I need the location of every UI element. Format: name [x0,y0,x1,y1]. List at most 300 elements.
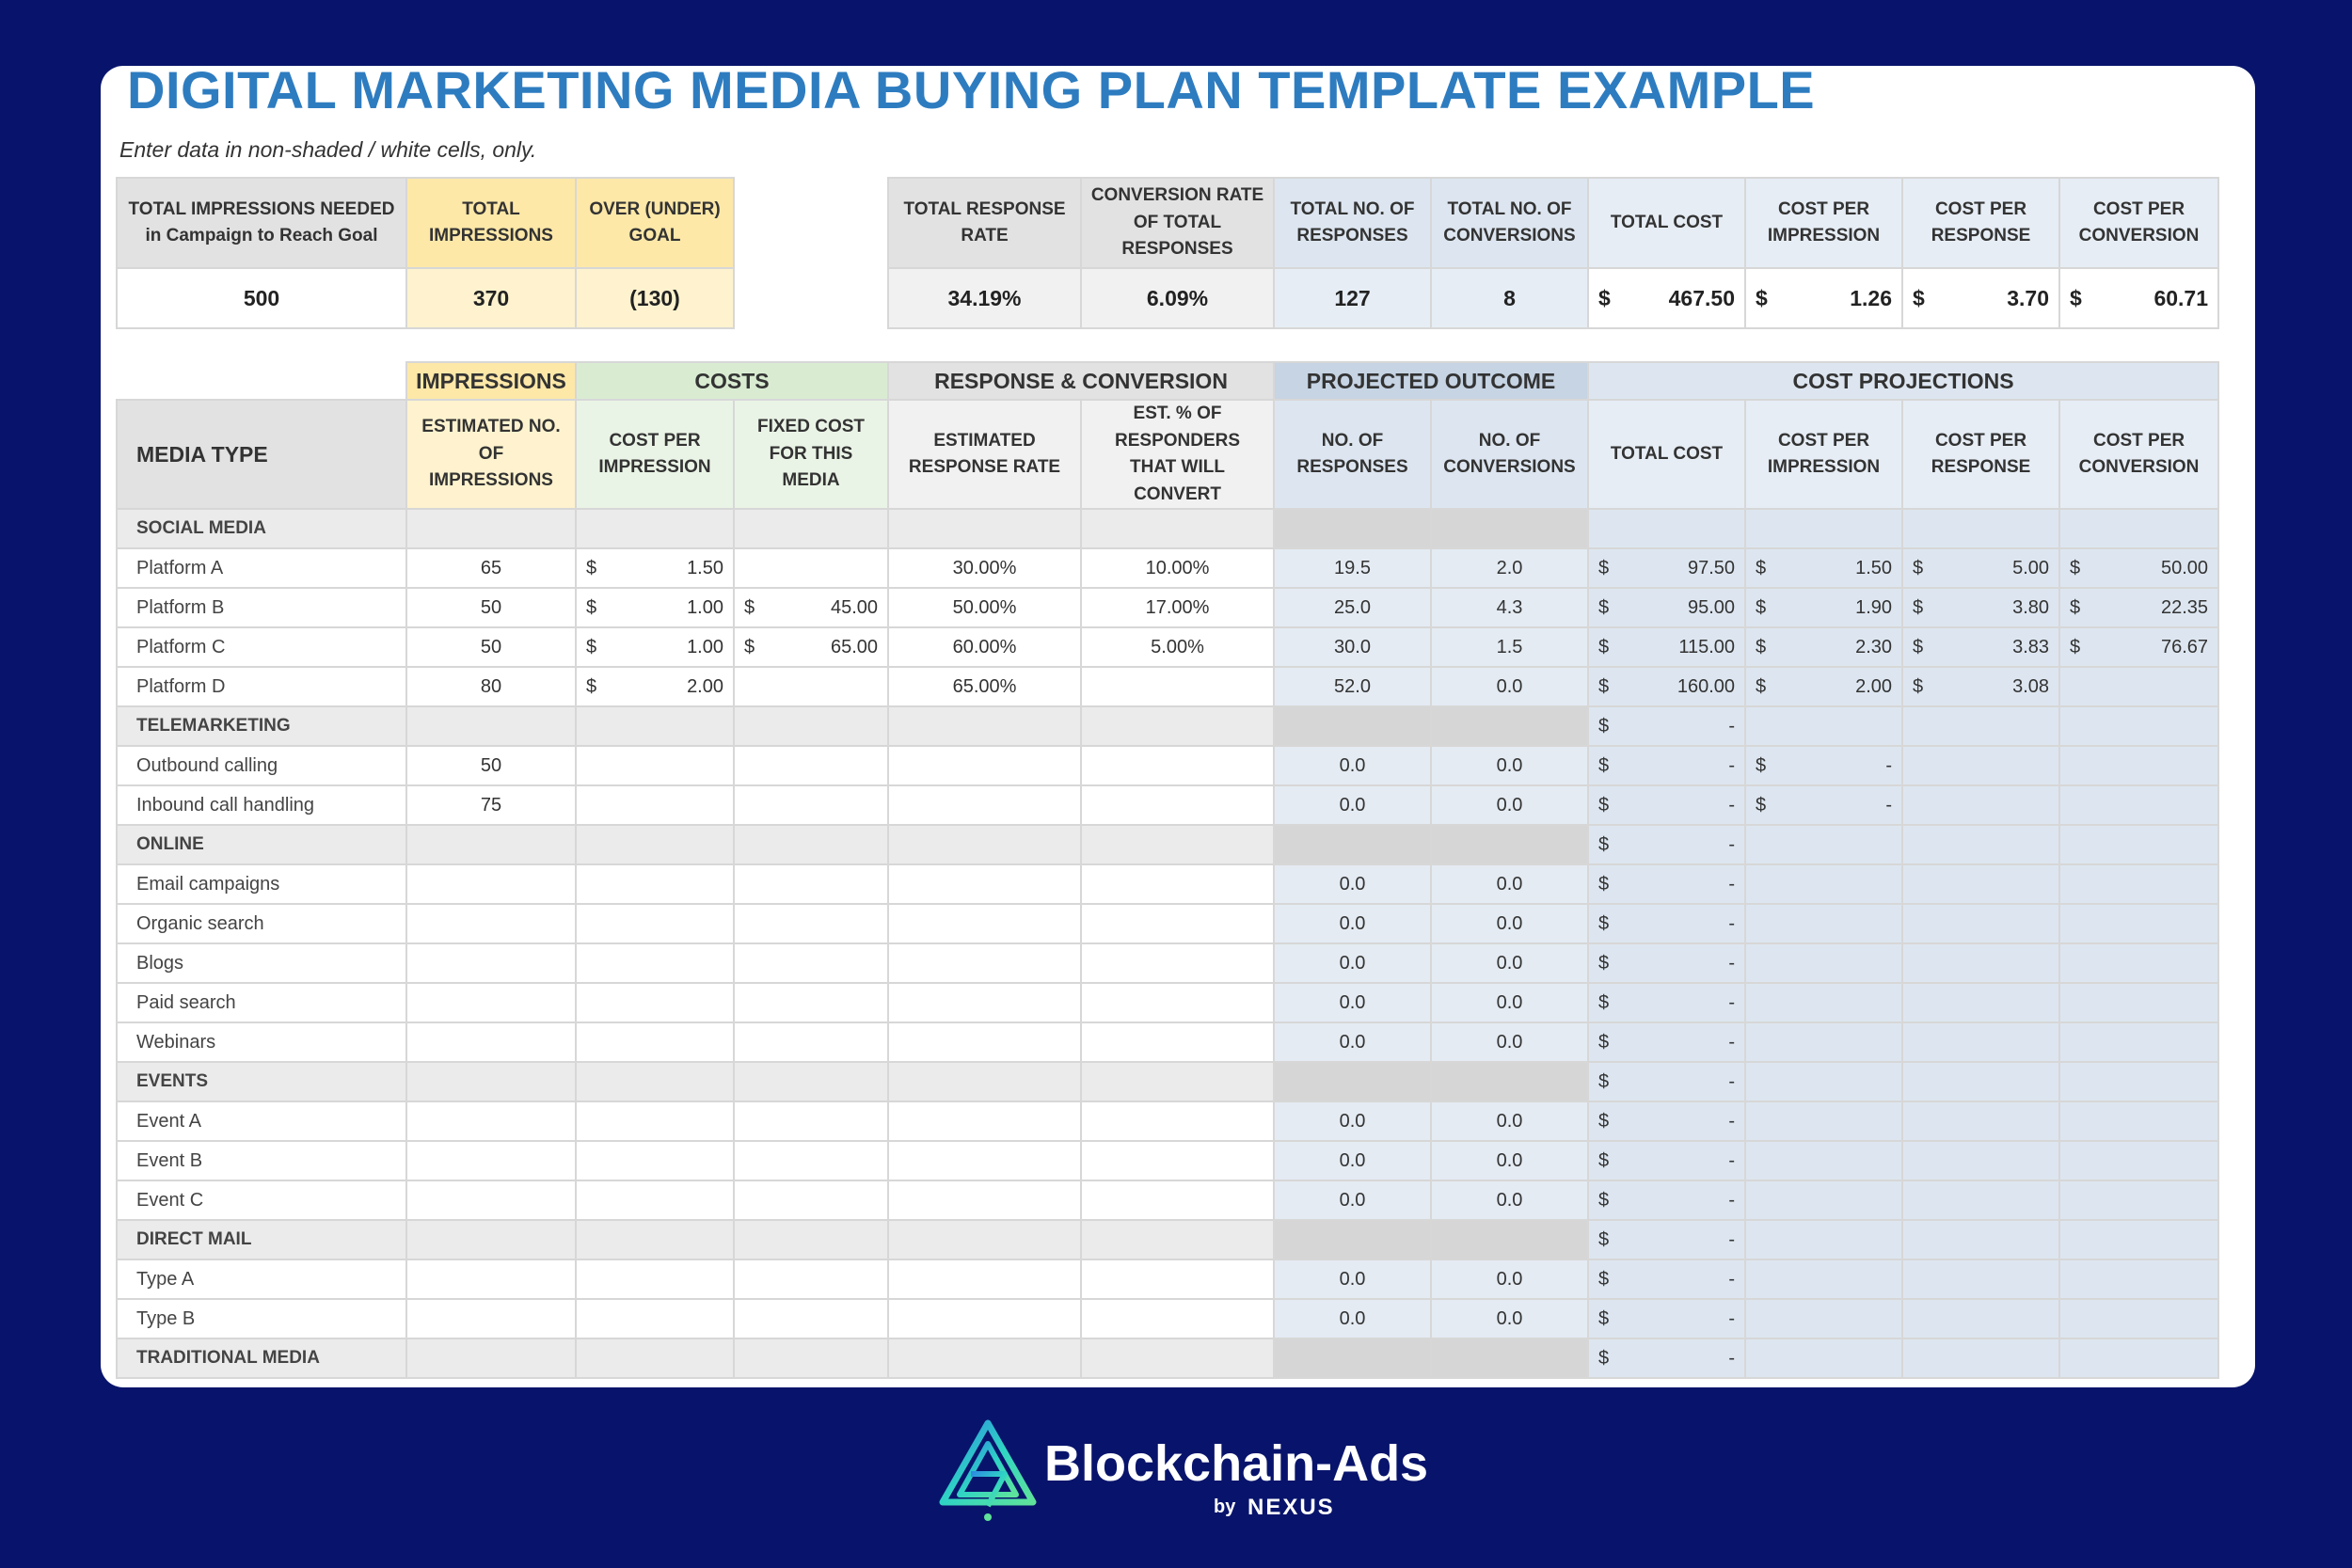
est-pct-convert-cell[interactable]: 10.00% [1081,548,1274,588]
money-cell [1746,637,1901,658]
amount: - [1728,1149,1736,1171]
money-cell [1589,1190,1744,1212]
media-label[interactable]: Webinars [117,1022,406,1062]
col-est-response-rate: ESTIMATED RESPONSE RATE [888,400,1081,509]
amount: - [1728,1228,1736,1250]
est-impressions-cell[interactable]: 50 [406,627,576,667]
logo-brand-name: Blockchain-Ads [1044,1435,1429,1492]
media-label[interactable]: Type B [117,1299,406,1338]
media-label[interactable]: Platform B [117,588,406,627]
amount: - [1728,1268,1736,1290]
amount: 2.00 [687,675,723,697]
currency-symbol: $ [1756,794,1767,816]
cost-per-impression-cell[interactable] [576,1180,734,1220]
no-conversions-cell: 0.0 [1431,667,1588,706]
currency-symbol: $ [1598,285,1611,310]
est-pct-convert-cell[interactable] [1081,746,1274,785]
est-pct-convert-cell[interactable] [1081,1299,1274,1338]
money-cell [1589,637,1744,658]
est-response-rate-cell[interactable] [888,943,1081,983]
currency-symbol: $ [744,636,755,657]
cost-per-impression-cell[interactable] [576,785,734,825]
fixed-cost-cell[interactable] [734,1022,888,1062]
currency-symbol: $ [1598,1031,1610,1053]
cp-response-cell [1902,785,2059,825]
est-impressions-cell[interactable] [406,1180,576,1220]
section-label: TRADITIONAL MEDIA [117,1338,406,1378]
money-cell [1589,1308,1744,1330]
fixed-cost-cell[interactable] [734,1141,888,1180]
total-cost-cell [1588,1299,1745,1338]
cp-response-cell [1902,1180,2059,1220]
est-pct-convert-cell[interactable] [1081,1022,1274,1062]
amount: - [1728,833,1736,855]
est-response-rate-cell[interactable] [888,1299,1081,1338]
no-conversions-cell: 0.0 [1431,1180,1588,1220]
instruction-text: Enter data in non-shaded / white cells, only. [119,137,537,162]
summary-header-conversion-rate: CONVERSION RATE OF TOTAL RESPONSES [1081,178,1274,268]
est-response-rate-cell[interactable] [888,1022,1081,1062]
section-row [117,1062,2218,1101]
section-label: EVENTS [117,1062,406,1101]
col-cost-per-impression: COST PER IMPRESSION [576,400,734,509]
currency-symbol: $ [1756,636,1767,657]
media-label[interactable]: Blogs [117,943,406,983]
cp-conversion-cell [2059,785,2218,825]
est-response-rate-cell[interactable] [888,983,1081,1022]
amount: - [1728,991,1736,1013]
section-cell [1745,1220,1902,1259]
currency-symbol: $ [1756,557,1767,578]
currency-symbol: $ [1598,754,1610,776]
table-row [117,1141,2218,1180]
money-cell [1589,992,1744,1014]
fixed-cost-cell[interactable] [734,983,888,1022]
cp-impression-cell [1745,983,1902,1022]
section-cell [888,509,1081,548]
section-cell [1274,825,1431,864]
est-pct-convert-cell[interactable] [1081,1101,1274,1141]
media-label[interactable]: Organic search [117,904,406,943]
est-response-rate-cell[interactable]: 65.00% [888,667,1081,706]
fixed-cost-cell[interactable] [734,588,888,627]
cp-impression-cell [1745,1259,1902,1299]
currency-symbol: $ [2070,636,2081,657]
est-impressions-cell[interactable] [406,983,576,1022]
est-impressions-cell[interactable]: 80 [406,667,576,706]
group-header-row [117,362,2218,400]
money-cell [1589,795,1744,816]
est-response-rate-cell[interactable] [888,785,1081,825]
summary-header-total-conversions: TOTAL NO. OF CONVERSIONS [1431,178,1588,268]
cp-impression-cell [1745,785,1902,825]
est-pct-convert-cell[interactable] [1081,864,1274,904]
amount: 3.70 [2007,285,2049,310]
table-row [117,943,2218,983]
cp-response-cell [1902,983,2059,1022]
table-row [117,1022,2218,1062]
table-row [117,785,2218,825]
no-conversions-cell: 4.3 [1431,588,1588,627]
est-impressions-cell[interactable] [406,1141,576,1180]
summary-left-table [116,177,735,329]
fixed-cost-cell[interactable] [734,746,888,785]
fixed-cost-cell[interactable] [734,943,888,983]
section-total-cost [1588,706,1745,746]
section-cell [1081,1338,1274,1378]
cost-per-impression-cell[interactable] [576,746,734,785]
money-cell [1903,597,2058,619]
section-cell [576,825,734,864]
table-row [117,1180,2218,1220]
section-cell [2059,1220,2218,1259]
section-cell [734,1062,888,1101]
section-cell [1274,1338,1431,1378]
est-impressions-cell[interactable] [406,1101,576,1141]
money-cell [1589,834,1744,856]
total-cost-cell [1588,746,1745,785]
media-label[interactable]: Type A [117,1259,406,1299]
money-cell [735,637,887,658]
fixed-cost-cell[interactable] [734,627,888,667]
amount: 22.35 [2160,596,2209,618]
est-impressions-cell[interactable] [406,864,576,904]
currency-symbol: $ [1598,833,1610,855]
section-cell [2059,509,2218,548]
money-cell [1589,755,1744,777]
media-label[interactable]: Platform A [117,548,406,588]
blockchain-ads-logo-icon [931,1416,1044,1528]
money-cell [1589,558,1744,579]
section-label: DIRECT MAIL [117,1220,406,1259]
est-pct-convert-cell[interactable] [1081,1259,1274,1299]
total-cost-cell [1588,1101,1745,1141]
col-est-impressions: ESTIMATED NO. OF IMPRESSIONS [406,400,576,509]
section-cell [1274,1220,1431,1259]
fixed-cost-cell[interactable] [734,1101,888,1141]
section-cell [406,509,576,548]
spreadsheet-card [101,66,2255,1387]
amount: 95.00 [1687,596,1736,618]
cost-per-impression-cell[interactable] [576,548,734,588]
est-pct-convert-cell[interactable] [1081,983,1274,1022]
summary-header-total-impressions: TOTAL IMPRESSIONS [406,178,576,268]
no-conversions-cell: 0.0 [1431,864,1588,904]
section-cell [576,1220,734,1259]
amount: 65.00 [830,636,879,657]
fixed-cost-cell[interactable] [734,667,888,706]
logo-partner-name: NEXUS [1248,1495,1335,1520]
amount: 1.90 [1855,596,1893,618]
currency-symbol: $ [1598,596,1610,618]
no-conversions-cell: 2.0 [1431,548,1588,588]
est-impressions-cell[interactable] [406,943,576,983]
est-response-rate-cell[interactable] [888,1141,1081,1180]
est-pct-convert-cell[interactable] [1081,667,1274,706]
section-total-cost [1588,509,1745,548]
cp-response-cell [1902,1141,2059,1180]
cp-response-cell [1902,1022,2059,1062]
section-cell [888,706,1081,746]
group-costs: COSTS [576,362,888,400]
est-response-rate-cell[interactable] [888,746,1081,785]
table-row [117,1259,2218,1299]
media-label[interactable]: Platform D [117,667,406,706]
no-responses-cell: 0.0 [1274,785,1431,825]
col-cp-response: COST PER RESPONSE [1902,400,2059,509]
no-responses-cell: 0.0 [1274,864,1431,904]
media-label[interactable]: Event C [117,1180,406,1220]
cp-response-cell [1902,588,2059,627]
summary-value-total-responses: 127 [1274,268,1431,328]
table-row [117,983,2218,1022]
cost-per-impression-cell[interactable] [576,943,734,983]
section-cell [1745,706,1902,746]
total-cost-cell [1588,1141,1745,1180]
currency-symbol: $ [586,596,597,618]
no-conversions-cell: 0.0 [1431,1141,1588,1180]
media-label[interactable]: Paid search [117,983,406,1022]
amount: - [1728,1347,1736,1369]
section-label: ONLINE [117,825,406,864]
section-cell [1081,509,1274,548]
amount: 467.50 [1668,285,1735,310]
media-label[interactable]: Inbound call handling [117,785,406,825]
total-cost-cell [1588,548,1745,588]
amount: 3.83 [2012,636,2050,657]
est-pct-convert-cell[interactable] [1081,785,1274,825]
est-response-rate-cell[interactable]: 60.00% [888,627,1081,667]
summary-header-impressions-needed: TOTAL IMPRESSIONS NEEDED in Campaign to Reach Goal [117,178,406,268]
amount: - [1728,952,1736,974]
cp-impression-cell [1745,1180,1902,1220]
cost-per-impression-cell[interactable] [576,627,734,667]
no-conversions-cell: 0.0 [1431,1299,1588,1338]
money-cell [1746,795,1901,816]
media-label[interactable]: Event A [117,1101,406,1141]
fixed-cost-cell[interactable] [734,864,888,904]
amount: - [1728,1307,1736,1329]
cp-impression-cell [1745,1299,1902,1338]
est-response-rate-cell[interactable] [888,1101,1081,1141]
no-conversions-cell: 0.0 [1431,943,1588,983]
money-cell [1589,716,1744,737]
group-projected-outcome: PROJECTED OUTCOME [1274,362,1588,400]
cp-impression-cell [1745,548,1902,588]
table-row [117,746,2218,785]
cp-impression-cell [1745,904,1902,943]
cost-per-impression-cell[interactable] [576,904,734,943]
table-row [117,627,2218,667]
money-cell [1746,755,1901,777]
cost-per-impression-cell[interactable] [576,667,734,706]
amount: - [1728,1070,1736,1092]
est-impressions-cell[interactable] [406,1259,576,1299]
money-cell [1589,1348,1744,1370]
table-row [117,667,2218,706]
est-response-rate-cell[interactable] [888,1180,1081,1220]
section-cell [1745,1062,1902,1101]
section-cell [888,1338,1081,1378]
total-cost-cell [1588,864,1745,904]
cp-conversion-cell [2059,588,2218,627]
currency-symbol: $ [1598,1347,1610,1369]
section-cell [576,509,734,548]
est-impressions-cell[interactable]: 50 [406,746,576,785]
est-pct-convert-cell[interactable] [1081,904,1274,943]
section-cell [1431,1220,1588,1259]
no-conversions-cell: 0.0 [1431,746,1588,785]
cp-response-cell [1902,1299,2059,1338]
est-impressions-cell[interactable] [406,1299,576,1338]
no-responses-cell: 0.0 [1274,1141,1431,1180]
amount: - [1728,873,1736,895]
no-conversions-cell: 0.0 [1431,904,1588,943]
cp-conversion-cell [2059,1299,2218,1338]
cp-conversion-cell [2059,1141,2218,1180]
currency-symbol: $ [1598,873,1610,895]
section-row [117,1220,2218,1259]
cost-per-impression-cell[interactable] [576,1141,734,1180]
amount: - [1728,1031,1736,1053]
summary-header-cost-per-impression: COST PER IMPRESSION [1745,178,1902,268]
est-pct-convert-cell[interactable]: 5.00% [1081,627,1274,667]
est-impressions-cell[interactable] [406,1022,576,1062]
fixed-cost-cell[interactable] [734,785,888,825]
col-no-responses: NO. OF RESPONSES [1274,400,1431,509]
logo-by-text: by [1214,1497,1236,1517]
fixed-cost-cell[interactable] [734,1299,888,1338]
no-responses-cell: 25.0 [1274,588,1431,627]
currency-symbol: $ [586,636,597,657]
section-cell [1431,706,1588,746]
media-label[interactable]: Platform C [117,627,406,667]
cp-impression-cell [1745,864,1902,904]
section-cell [1902,1062,2059,1101]
section-row [117,1338,2218,1378]
section-cell [1745,509,1902,548]
est-impressions-cell[interactable]: 65 [406,548,576,588]
section-total-cost [1588,1220,1745,1259]
summary-value-total-cost [1588,268,1745,328]
amount: - [1728,794,1736,816]
fixed-cost-cell[interactable] [734,1259,888,1299]
est-pct-convert-cell[interactable] [1081,943,1274,983]
total-cost-cell [1588,1022,1745,1062]
cp-conversion-cell [2059,943,2218,983]
est-impressions-cell[interactable] [406,904,576,943]
media-label[interactable]: Email campaigns [117,864,406,904]
cp-response-cell [1902,864,2059,904]
cost-per-impression-cell[interactable] [576,1299,734,1338]
no-conversions-cell: 0.0 [1431,785,1588,825]
amount: - [1728,1110,1736,1132]
no-conversions-cell: 0.0 [1431,1101,1588,1141]
section-cell [406,706,576,746]
est-pct-convert-cell[interactable] [1081,1180,1274,1220]
section-cell [734,706,888,746]
money-cell [1589,676,1744,698]
fixed-cost-cell[interactable] [734,548,888,588]
table-row [117,548,2218,588]
table-row [117,1299,2218,1338]
fixed-cost-cell[interactable] [734,1180,888,1220]
no-responses-cell: 0.0 [1274,1022,1431,1062]
money-cell [1746,676,1901,698]
cost-per-impression-cell[interactable] [576,1259,734,1299]
amount: 1.26 [1850,285,1892,310]
est-impressions-cell[interactable]: 75 [406,785,576,825]
money-cell [1589,1150,1744,1172]
summary-value-impressions-needed[interactable]: 500 [117,268,406,328]
cost-per-impression-cell[interactable] [576,983,734,1022]
amount: 45.00 [830,596,879,618]
amount: - [1728,912,1736,934]
currency-symbol: $ [1598,1110,1610,1132]
cp-conversion-cell [2059,864,2218,904]
fixed-cost-cell[interactable] [734,904,888,943]
money-cell [1589,913,1744,935]
money-cell [1589,1071,1744,1093]
table-row [117,588,2218,627]
total-cost-cell [1588,667,1745,706]
currency-symbol: $ [586,675,597,697]
est-pct-convert-cell[interactable] [1081,1141,1274,1180]
currency-symbol: $ [1598,794,1610,816]
est-response-rate-cell[interactable] [888,1259,1081,1299]
money-cell [1589,874,1744,895]
currency-symbol: $ [1913,636,1924,657]
summary-value-over-under-goal: (130) [576,268,734,328]
cp-impression-cell [1745,1022,1902,1062]
cp-response-cell [1902,1101,2059,1141]
no-conversions-cell: 0.0 [1431,1259,1588,1299]
currency-symbol: $ [1598,1189,1610,1211]
amount: - [1728,715,1736,736]
section-cell [406,1338,576,1378]
no-conversions-cell: 1.5 [1431,627,1588,667]
media-label[interactable]: Outbound calling [117,746,406,785]
section-cell [1081,706,1274,746]
no-responses-cell: 0.0 [1274,943,1431,983]
page-title: DIGITAL MARKETING MEDIA BUYING PLAN TEMPLATE EXAMPLE [127,66,1816,119]
est-response-rate-cell[interactable] [888,864,1081,904]
section-cell [1274,509,1431,548]
section-cell [576,1062,734,1101]
est-response-rate-cell[interactable]: 50.00% [888,588,1081,627]
money-cell [1589,597,1744,619]
section-cell [2059,1338,2218,1378]
money-cell [577,558,733,579]
est-response-rate-cell[interactable] [888,904,1081,943]
no-responses-cell: 0.0 [1274,1259,1431,1299]
cost-per-impression-cell[interactable] [576,588,734,627]
cost-per-impression-cell[interactable] [576,1101,734,1141]
cp-response-cell [1902,667,2059,706]
est-pct-convert-cell[interactable]: 17.00% [1081,588,1274,627]
summary-value-total-response-rate: 34.19% [888,268,1081,328]
section-cell [1081,1220,1274,1259]
cost-per-impression-cell[interactable] [576,1022,734,1062]
currency-symbol: $ [1598,715,1610,736]
est-impressions-cell[interactable]: 50 [406,588,576,627]
currency-symbol: $ [1756,285,1768,310]
cost-per-impression-cell[interactable] [576,864,734,904]
media-label[interactable]: Event B [117,1141,406,1180]
summary-header-total-responses: TOTAL NO. OF RESPONSES [1274,178,1431,268]
est-response-rate-cell[interactable]: 30.00% [888,548,1081,588]
money-cell [735,597,887,619]
